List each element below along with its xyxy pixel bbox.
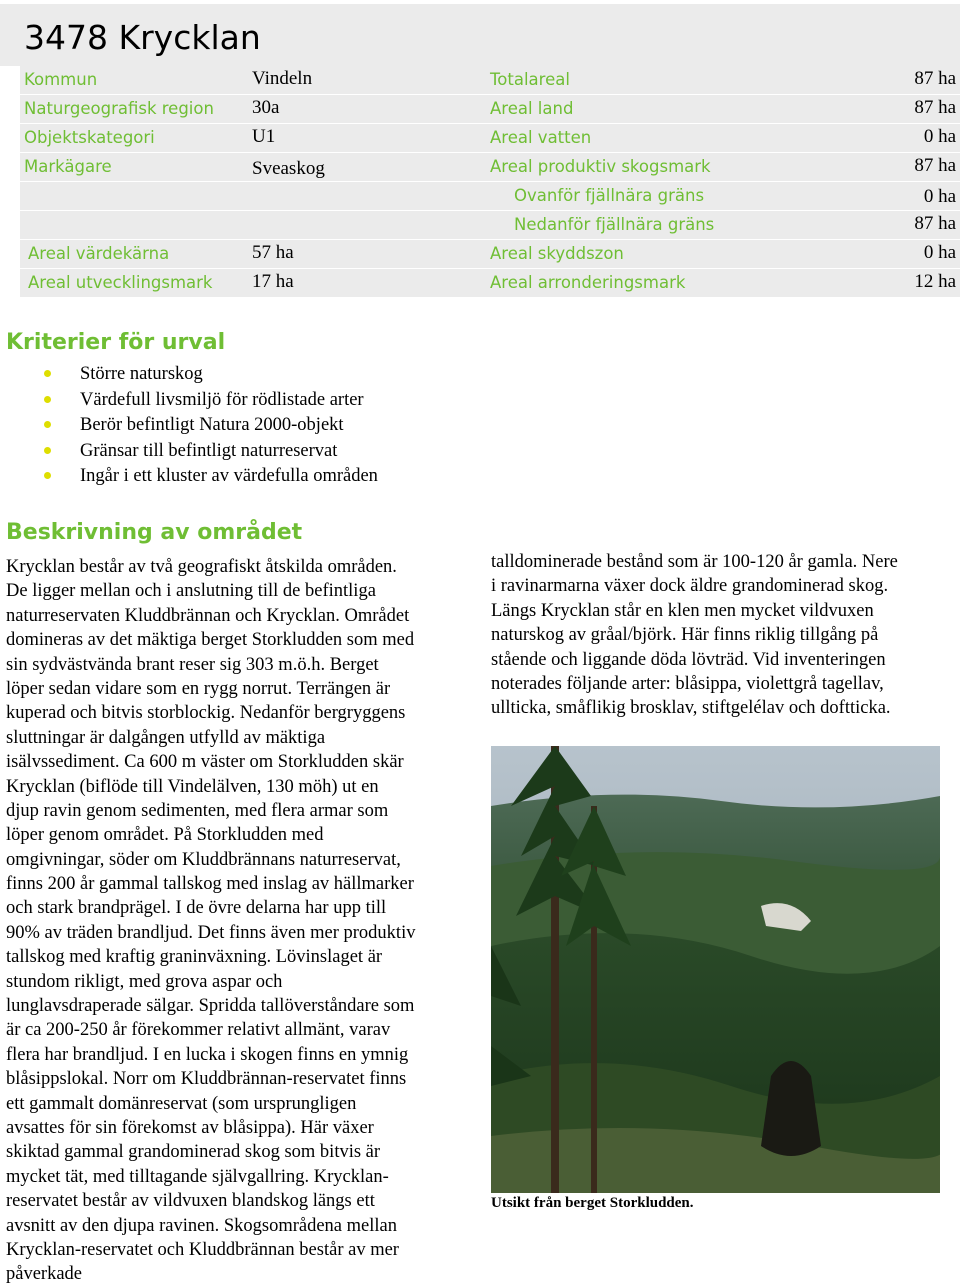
criteria-text: Större naturskog [80,364,203,384]
fact-row [20,269,960,297]
bullet-icon [44,472,51,479]
description-line: talldominerade bestånd som är 100-120 år gamla. Nere [491,552,898,572]
fact-label: Kommun [24,70,98,89]
area-label: Areal produktiv skogsmark [490,157,711,176]
description-line: Längs Krycklan står en klen men mycket vildvuxen [491,600,874,621]
area-label: Areal vatten [490,128,592,147]
description-line: Krycklan (biflöde till Vindelälven, 130 möh) ut en [6,776,379,797]
description-line: noterades följande arter: blåsippa, violettgrå tagellav, [491,673,884,694]
page-title: 3478 Krycklan [24,18,261,57]
bullet-icon [44,370,51,377]
description-line: skiktad gammal grandominerad skog som bitvis är [6,1142,381,1163]
criteria-item [44,439,378,465]
description-line: stående och liggande döda lövträd. Vid inventeringen [491,649,886,670]
description-line: 90% av träden brandljud. Det finns även mer produktiv [6,922,416,943]
area-value: 87 ha [914,97,956,118]
description-line: ullticka, småflikig brosklav, stiftgelélav och doftticka. [491,698,891,719]
description-line: i ravinarmarna växer dock äldre grandominerad skog. [491,576,889,597]
criteria-text: Berör befintligt Natura 2000-objekt [80,415,344,435]
fact-row [20,153,960,181]
description-line: tallskog med kraftig graninväxning. Lövinslaget är [6,947,383,968]
description-line: domineras av det mäktiga berget Storkludden som med [6,630,415,651]
title-band [0,4,960,66]
description-line: sluttningar är dalgången utfylld av mäktiga [6,727,326,748]
description-line: är ca 200-250 år förekommer relativt allmänt, varav [6,1020,391,1041]
area-value: 0 ha [923,186,956,207]
description-line: De ligger mellan och i anslutning till de befintliga [6,581,376,602]
fact-value: 30a [252,97,280,118]
fact-row [20,182,960,210]
fact-value: Vindeln [252,68,313,89]
fact-row [20,95,960,123]
photo-caption: Utsikt från berget Storkludden. [491,1195,694,1211]
fact-value: 57 ha [252,242,294,263]
description-line: omgivningar, söder om Kluddbrännans naturreservat, [6,849,401,870]
description-line: naturreservaten Kluddbrännan och Krycklan. Området [6,605,410,626]
area-label: Areal skyddszon [490,244,624,263]
area-label: Nedanför fjällnära gräns [514,215,715,234]
description-line: löper sedan vidare som en rygg norrut. Terrängen är [6,678,391,699]
criteria-item [44,388,378,414]
area-value: 87 ha [914,213,956,234]
description-heading: Beskrivning av området [6,520,303,545]
description-line: sin sydvästvända brant reser sig 303 m.ö.h. Berget [6,654,379,675]
bullet-icon [44,421,51,428]
description-line: avsattes för sin förekomst av blåsippa). Här växer [6,1117,374,1138]
area-value: 12 ha [914,271,956,292]
description-line: löper genom området. På Storkludden med [6,825,324,846]
area-label: Areal land [490,99,574,118]
fact-label: Markägare [24,157,112,176]
description-right-column [491,550,898,721]
area-value: 87 ha [914,155,956,176]
description-line: blåsippslokal. Norr om Kluddbrännan-reservatet finns [6,1069,407,1090]
description-line: djup ravin genom sedimenten, med flera armar som [6,800,389,821]
description-line: Krycklan består av två geografiskt åtskilda områden. [6,557,397,577]
criteria-item [44,464,378,490]
fact-label: Objektskategori [24,128,155,147]
area-label: Ovanför fjällnära gräns [514,186,705,205]
description-line: avsnitt av den djupa ravinen. Skogsområdena mellan [6,1215,397,1236]
fact-label: Naturgeografisk region [24,99,214,118]
description-line: påverkade [6,1264,83,1285]
description-line: naturskog av gråal/björk. Här finns riklig tillgång på [491,625,879,646]
fact-value: U1 [252,126,276,147]
fact-label: Areal utvecklingsmark [28,273,213,292]
criteria-item [44,362,378,388]
description-line: isälvssediment. Ca 600 m väster om Storkludden skär [6,752,404,773]
fact-row [20,66,960,94]
fact-value: Sveaskog [252,158,325,179]
criteria-item [44,413,378,439]
fact-row [20,211,960,239]
fact-row [20,124,960,152]
fact-row [20,240,960,268]
description-line: ett gammalt domänreservat (som ursprungligen [6,1093,357,1114]
landscape-photo [491,746,940,1193]
description-line: reservatet består av vildvuxen blandskog längs ett [6,1191,375,1212]
description-line: lunglavsdraperade sälgar. Spridda tallöverståndare som [6,996,415,1017]
description-line: flera har brandljud. I en lucka i skogen finns en ymnig [6,1044,409,1065]
landscape-photo-svg [491,746,940,1193]
fact-label: Areal värdekärna [28,244,170,263]
area-label: Areal arronderingsmark [490,273,686,292]
description-left-column [6,555,415,1287]
criteria-text: Ingår i ett kluster av värdefulla områden [80,466,378,486]
area-value: 0 ha [923,126,956,147]
criteria-list [44,362,378,490]
description-line: finns 200 år gammal tallskog med inslag av hällmarker [6,874,414,895]
area-label: Totalareal [490,70,570,89]
description-line: stundom rikligt, med grova aspar och [6,971,283,992]
description-line: och stark brandprägel. I de övre delarna har upp till [6,898,387,919]
bullet-icon [44,396,51,403]
bullet-icon [44,447,51,454]
description-line: Krycklan-reservatet och Kluddbrännan består av mer [6,1239,399,1260]
criteria-text: Värdefull livsmiljö för rödlistade arter [80,389,364,410]
area-value: 87 ha [914,68,956,89]
criteria-text: Gränsar till befintligt naturreservat [80,440,338,461]
description-line: kuperad och bitvis storblockig. Nedanför bergryggens [6,703,406,724]
description-line: mycket tät, med tilltagande självgallring. Krycklan- [6,1166,389,1187]
criteria-heading: Kriterier för urval [6,330,226,355]
fact-value: 17 ha [252,271,294,292]
area-value: 0 ha [923,242,956,263]
